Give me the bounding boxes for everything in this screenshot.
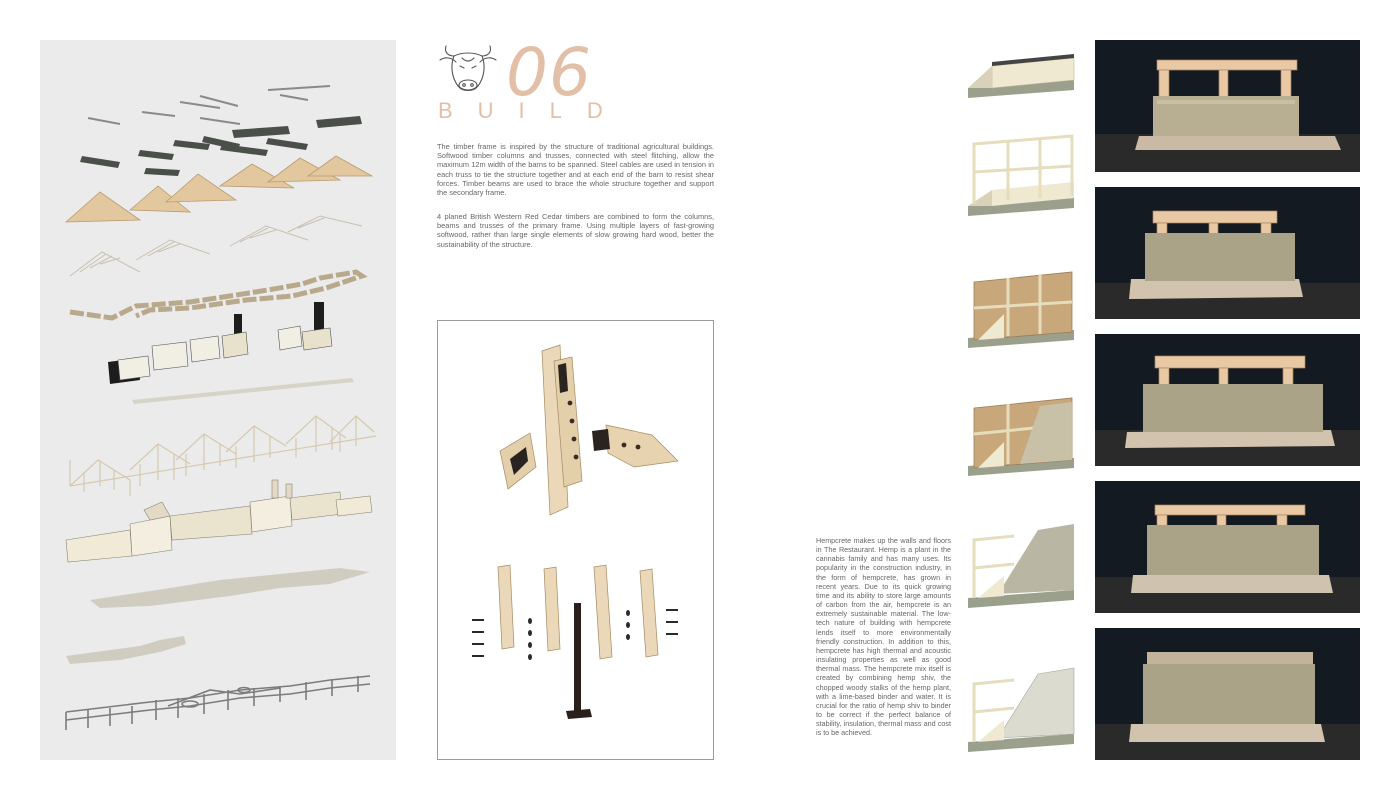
wall-step-6: [964, 664, 1080, 756]
wall-step-3: [964, 262, 1080, 352]
model-photo-4: [1095, 481, 1360, 613]
model-photo-5: [1095, 628, 1360, 760]
section-number: 06: [506, 34, 592, 111]
model-photo-3: [1095, 334, 1360, 466]
wall-step-2: [964, 126, 1080, 222]
exploded-axonometric-drawing: [40, 40, 396, 760]
cedar-paragraph: 4 planed British Western Red Cedar timbers are combined to form the columns, beams and trusses of the primary frame. Using multiple layers of fast-growing softwood, rather than large single elements of slow growing hard wood, better the sustainability of the structure.: [437, 212, 714, 249]
model-photo-1: [1095, 40, 1360, 172]
wall-step-4: [964, 384, 1080, 480]
section-title: BUILD: [438, 98, 628, 123]
timber-frame-paragraph: The timber frame is inspired by the structure of traditional agricultural buildings. Softwood timber columns and trusses, connected with steel flitching, allow the maximum 12m width of the barns to be spanned. Steel cables are used in tension in each truss to tie the structure together and at each end of the barn to resist shear forces. Timber beams are used to brace the whole structure together and support the secondary frame.: [437, 142, 714, 198]
section-header: [436, 34, 736, 128]
exploded-axonometric-panel: [40, 40, 396, 760]
joint-detail-box: [437, 320, 714, 760]
wall-step-5: [964, 520, 1080, 612]
model-photo-2: [1095, 187, 1360, 319]
cow-head-icon: [436, 38, 500, 96]
timber-joint-exploded-detail: [438, 321, 713, 759]
hempcrete-paragraph: Hempcrete makes up the walls and floors in The Restaurant. Hemp is a plant in the cannabis family and has many uses. Its popularity in the construction industry, in the form of hempcrete, has grown in recent years. Due to its quick growing time and its ability to store large amounts of carbon from the air, hempcrete is an extremely sustainable material. The low-tech nature of building with hempcrete lends itself to more environmentally friendly construction. In addition to this, hempcrete has high thermal and acoustic insulating properties as well as good thermal mass. The hempcrete mix itself is created by combining hemp shiv, the chopped woody stalks of the hemp plant, with a lime-based binder and water. It is crucial for the ratio of hemp shiv to binder to be correct if the perfect balance of stability, insulation, thermal mass and cost is to be achieved.: [816, 536, 951, 738]
wall-step-1: [964, 44, 1080, 104]
